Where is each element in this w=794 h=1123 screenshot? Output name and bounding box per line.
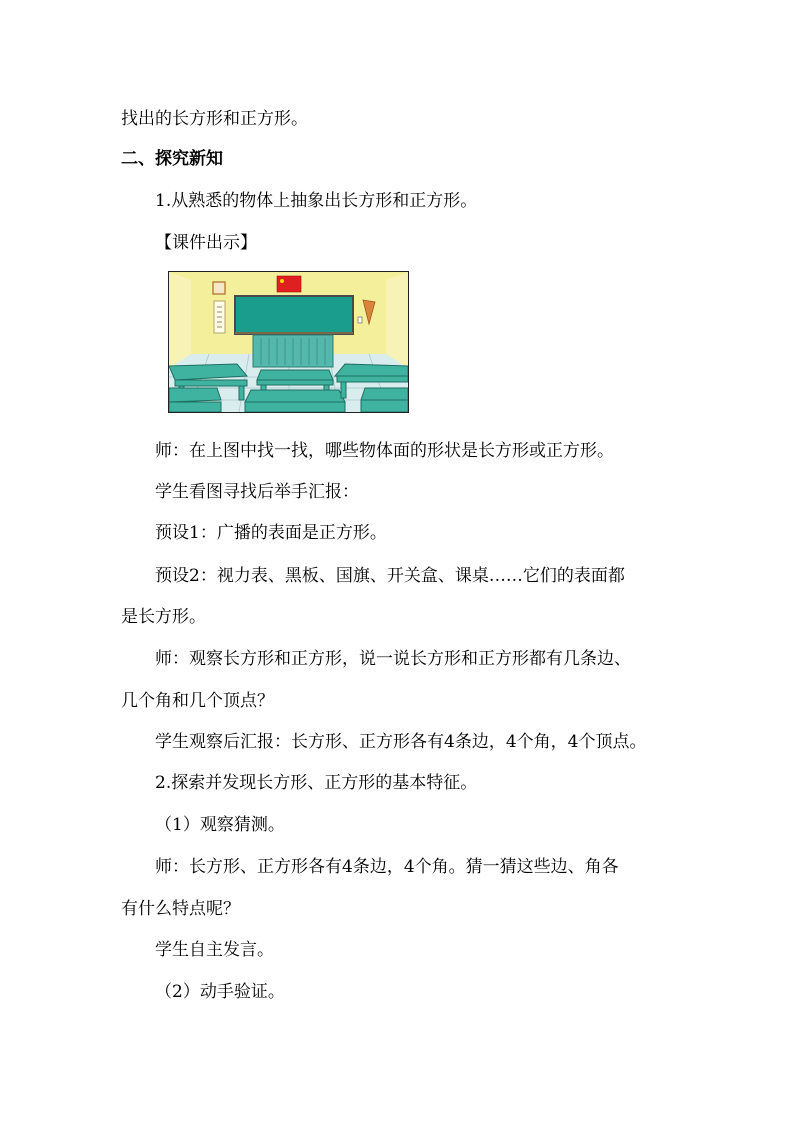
section-heading: 二、探究新知: [121, 149, 223, 169]
paragraph-line: 【课件出示】: [155, 233, 257, 253]
blackboard: [235, 296, 353, 334]
paragraph-line: 预设1：广播的表面是正方形。: [155, 523, 387, 543]
paragraph-line: 师：观察长方形和正方形，说一说长方形和正方形都有几条边、: [155, 649, 631, 669]
flag: [277, 276, 301, 292]
paragraph-line: 学生观察后汇报：长方形、正方形各有4条边，4个角，4个顶点。: [155, 732, 647, 752]
paragraph-line: （2）动手验证。: [155, 982, 285, 1002]
paragraph-line: 2.探索并发现长方形、正方形的基本特征。: [155, 773, 478, 793]
classroom-illustration: [168, 271, 409, 413]
paragraph-line: 有什么特点呢？: [121, 899, 240, 919]
paragraph-line: 是长方形。: [121, 607, 206, 627]
paragraph-line: 学生看图寻找后举手汇报：: [155, 482, 359, 502]
paragraph-line: 1.从熟悉的物体上抽象出长方形和正方形。: [155, 191, 478, 211]
paragraph-line: 预设2：视力表、黑板、国旗、开关盒、课桌……它们的表面都: [155, 566, 625, 586]
paragraph-line: 几个角和几个顶点？: [121, 691, 274, 711]
paragraph-line: 学生自主发言。: [155, 940, 274, 960]
paragraph-line: 师：长方形、正方形各有4条边，4个角。猜一猜这些边、角各: [155, 857, 619, 877]
paragraph-line: 师：在上图中找一找，哪些物体面的形状是长方形或正方形。: [155, 441, 614, 461]
paragraph-line: 找出的长方形和正方形。: [121, 109, 308, 129]
paragraph-line: （1）观察猜测。: [155, 815, 285, 835]
